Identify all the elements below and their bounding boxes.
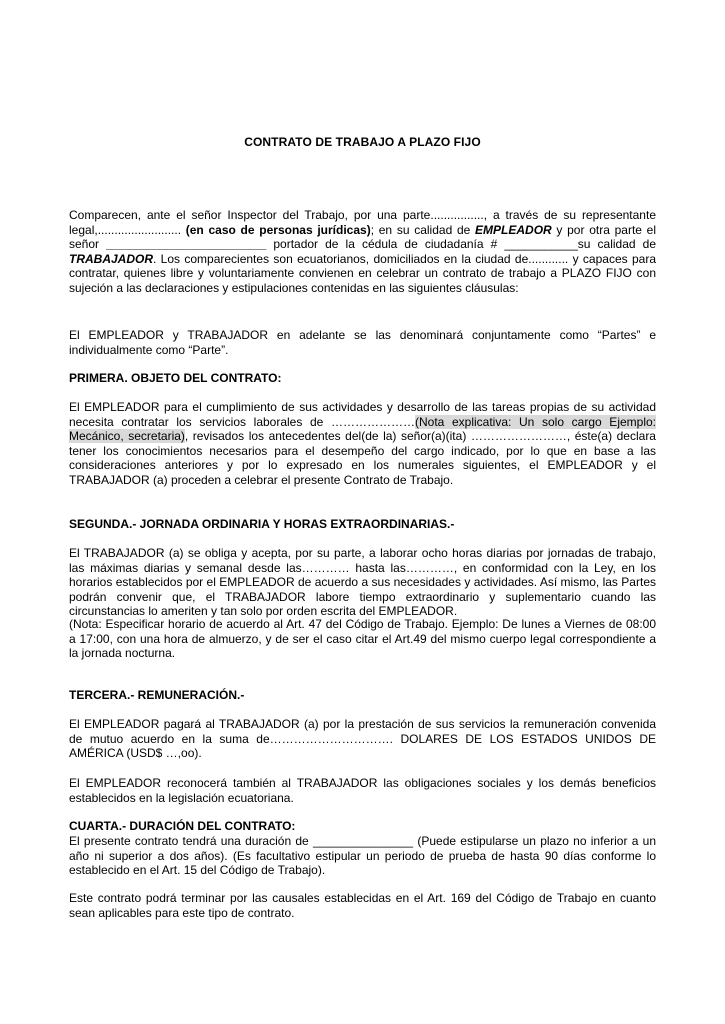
duracion-paragraph: El presente contrato tendrá una duración de _______________ (Puede estipularse un plazo no inferior a un año ni superior a dos años). (Es facultativo estipular un periodo de prueba de hasta 90 días conforme lo establecido en el Art. 15 del Código de Trabajo). (69, 834, 656, 878)
jornada-paragraph: El TRABAJADOR (a) se obliga y acepta, por su parte, a laborar ocho horas diarias por jornadas de trabajo, las máximas diarias y semanal desde las………… hasta las…………, en conformidad con la Ley, en los horarios establecidos por el EMPLEADOR de acuerdo a sus necesidades y actividades. Así mismo, las Partes podrán convenir que, el TRABAJADOR labore tiempo extraordinario y suplementario cuando las circunstancias lo ameriten y tan solo por orden escrita del EMPLEADOR. (69, 546, 656, 619)
parties-paragraph: El EMPLEADOR y TRABAJADOR en adelante se las denominará conjuntamente como “Partes” e individualmente como “Parte”. (69, 328, 656, 357)
remuneracion-paragraph: El EMPLEADOR pagará al TRABAJADOR (a) por la prestación de sus servicios la remuneración convenida de mutuo acuerdo en la suma de…………………………. DOLARES DE LOS ESTADOS UNIDOS DE AMÉRICA (USD$ …,oo). (69, 717, 656, 761)
heading-tercera: TERCERA.- REMUNERACIÓN.- (69, 688, 245, 702)
contract-title: CONTRATO DE TRABAJO A PLAZO FIJO (244, 135, 481, 149)
terminacion-paragraph: Este contrato podrá terminar por las causales establecidas en el Art. 169 del Código de Trabajo en cuanto sean aplicables para este tipo de contrato. (69, 891, 656, 920)
heading-segunda: SEGUNDA.- JORNADA ORDINARIA Y HORAS EXTRAORDINARIAS.- (69, 517, 455, 531)
heading-cuarta: CUARTA.- DURACIÓN DEL CONTRATO: (69, 819, 296, 833)
jornada-note: (Nota: Especificar horario de acuerdo al Art. 47 del Código de Trabajo. Ejemplo: De lunes a Viernes de 08:00 a 17:00, con una hora de almuerzo, y de ser el caso citar el Art.49 del mismo cuerpo legal correspondiente a la jornada nocturna. (69, 617, 656, 661)
objeto-paragraph: El EMPLEADOR para el cumplimiento de sus actividades y desarrollo de las tareas propias de su actividad necesita contratar los servicios laborales de …………………(Nota explicativa: Un solo cargo Ejemplo: Mecánico, secretaria), revisados los antecedentes del(de la) señor(a)(ita) ……………………, éste(a) declara tener los conocimientos necesarios para el desempeño del cargo indicado, por lo que en base a las consideraciones anteriores y por lo expresado en los numerales siguientes, el EMPLEADOR y el TRABAJADOR (a) proceden a celebrar el presente Contrato de Trabajo. (69, 400, 656, 487)
beneficios-paragraph: El EMPLEADOR reconocerá también al TRABAJADOR las obligaciones sociales y los demás beneficios establecidos en la legislación ecuatoriana. (69, 776, 656, 805)
heading-primera: PRIMERA. OBJETO DEL CONTRATO: (69, 371, 282, 385)
intro-paragraph: Comparecen, ante el señor Inspector del Trabajo, por una parte................, a través de su representante legal,......................... (en caso de personas jurídicas); en su calidad de EMPLEADOR y por otra parte el señor ________________________ portador de la cédula de ciudadanía # ___________su calidad de TRABAJADOR. Los comparecientes son ecuatorianos, domiciliados en la ciudad de............ y capaces para contratar, quienes libre y voluntariamente convienen en celebrar un contrato de trabajo a PLAZO FIJO con sujeción a las declaraciones y estipulaciones contenidas en las siguientes cláusulas: (69, 208, 657, 295)
note-highlight: (Nota explicativa: Un solo cargo Ejemplo: Mecánico, secretaria) (69, 414, 656, 444)
